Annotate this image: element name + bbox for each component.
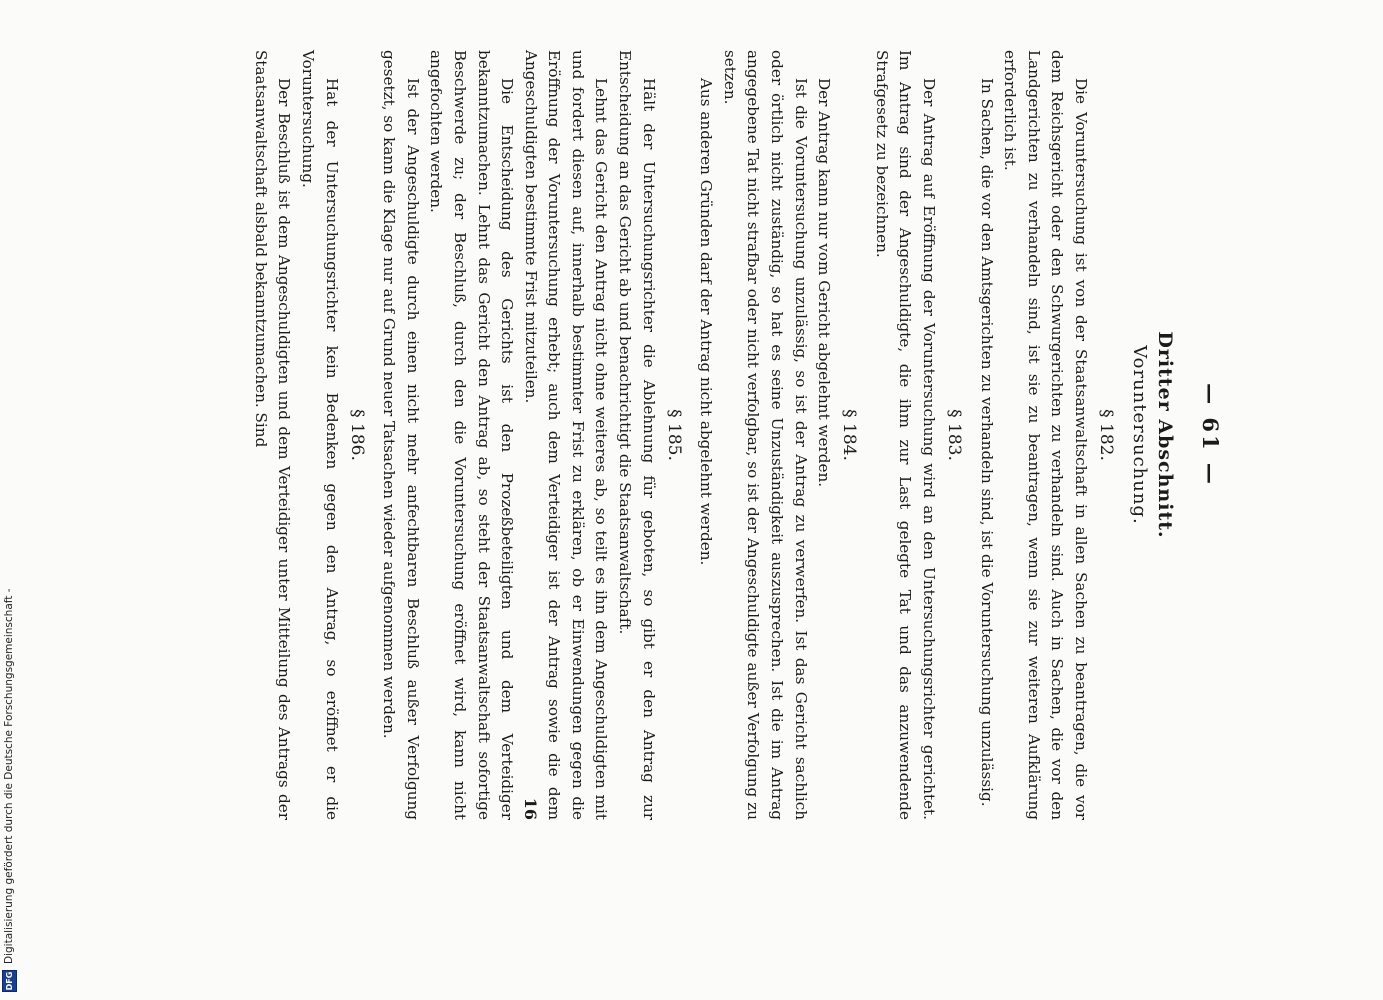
page-number: — 61 — bbox=[1198, 383, 1223, 487]
section-title: Dritter Abschnitt. bbox=[1154, 331, 1176, 539]
paragraph-text: Der Beschluß ist dem Angeschuldigten und dem Verteidiger unter Mitteilung des Antrags der Staatsanwaltschaft alsbald bekanntzumachen. Sind bbox=[251, 50, 294, 820]
margin-note-text: Digitalisierung gefördert durch die Deutsche Forschungsgemeinschaft - bbox=[3, 588, 15, 964]
section-subtitle: Voruntersuchung. bbox=[1129, 345, 1150, 525]
paragraph-text: Hat der Untersuchungsrichter kein Bedenken gegen den Antrag, so eröffnet er die Voruntersuchung. bbox=[298, 50, 341, 820]
paragraph-text: Aus anderen Gründen darf der Antrag nicht abgelehnt werden. bbox=[697, 78, 716, 566]
paragraph-text: Der Antrag kann nur vom Gericht abgelehnt werden. bbox=[815, 78, 834, 488]
paragraph-number: § 184. bbox=[839, 409, 860, 461]
rotated-page bbox=[110, 50, 1240, 820]
paragraph-text: Ist die Voruntersuchung unzulässig, so ist der Antrag zu verwerfen. Ist das Gericht sachlich oder örtlich nicht zuständig, so hat es seine Unzuständigkeit auszusprechen. Ist die im Antrag angegebene Tat nicht strafbar oder nicht verfolgbar, so ist der Angeschuldigte außer Verfolgung zu setzen. bbox=[720, 50, 810, 820]
paragraph-text: Die Voruntersuchung ist von der Staatsanwaltschaft in allen Sachen zu beantragen, die vor dem Reichsgericht oder den Schwurgerichten zu verhandeln sind. Auch in Sachen, die vor den Landgerichten zu verhandeln sind, ist sie zu beantragen, wenn sie zur weiteren Aufklärung erforderlich ist. bbox=[1001, 50, 1090, 820]
margin-note bbox=[0, 572, 18, 1000]
paragraph-number: § 183. bbox=[944, 409, 965, 461]
paragraph-186 bbox=[248, 50, 368, 820]
paragraph-text: In Sachen, die vor den Amtsgerichten zu verhandeln sind, ist die Voruntersuchung unzulässig. bbox=[977, 78, 996, 807]
paragraph-number: § 186. bbox=[346, 409, 367, 461]
paragraph-text: Hält der Untersuchungsrichter die Ablehnung für geboten, so gibt er den Antrag zur Entscheidung an das Gericht ab und benachrichtigt die Staatsanwaltschaft. bbox=[616, 50, 658, 820]
paragraph-183 bbox=[869, 50, 966, 820]
paragraph-182 bbox=[974, 50, 1118, 820]
paragraph-number: § 185. bbox=[663, 409, 684, 461]
paragraph-184 bbox=[694, 50, 862, 820]
paragraph-number: § 182. bbox=[1096, 409, 1116, 461]
paragraph-text: Der Antrag auf Eröffnung der Voruntersuchung wird an den Untersuchungsrichter gerichtet. Im Antrag sind der Angeschuldigte, die ihm zur Last gelegte Tat und das anzuwendende Strafgesetz zu bezeichnen. bbox=[872, 50, 939, 820]
paragraph-text: Lehnt das Gericht den Antrag nicht ohne weiteres ab, so teilt es ihn dem Angeschuldigten mit und fordert diesen auf, innerhalb bestimmter Frist zu erklären, ob er Einwendungen gegen die Eröffnung der Voruntersuchung erhebt; auch dem Verteidiger ist der Antrag sowie die dem Angeschuldigten bestimmte Frist mitzuteilen. bbox=[521, 50, 611, 820]
page-content bbox=[248, 50, 1240, 820]
paragraph-185 bbox=[377, 50, 686, 820]
dfg-logo: DFG bbox=[2, 970, 17, 992]
paragraph-text: Die Entscheidung des Gerichts ist den Prozeßbeteiligten und dem Verteidiger bekanntzumachen. Lehnt das Gericht den Antrag ab, so steht der Staatsanwaltschaft sofortige Beschwerde zu; der Beschluß, durch den die Voruntersuchung eröffnet wird, kann nicht angefochten werden. bbox=[427, 50, 517, 820]
signature-mark: 16 bbox=[521, 797, 540, 820]
paragraph-text: Ist der Angeschuldigte durch einen nicht mehr anfechtbaren Beschluß außer Verfolgung gesetzt, so kann die Klage nur auf Grund neuer Tatsachen wieder aufgenommen werden. bbox=[380, 50, 422, 820]
